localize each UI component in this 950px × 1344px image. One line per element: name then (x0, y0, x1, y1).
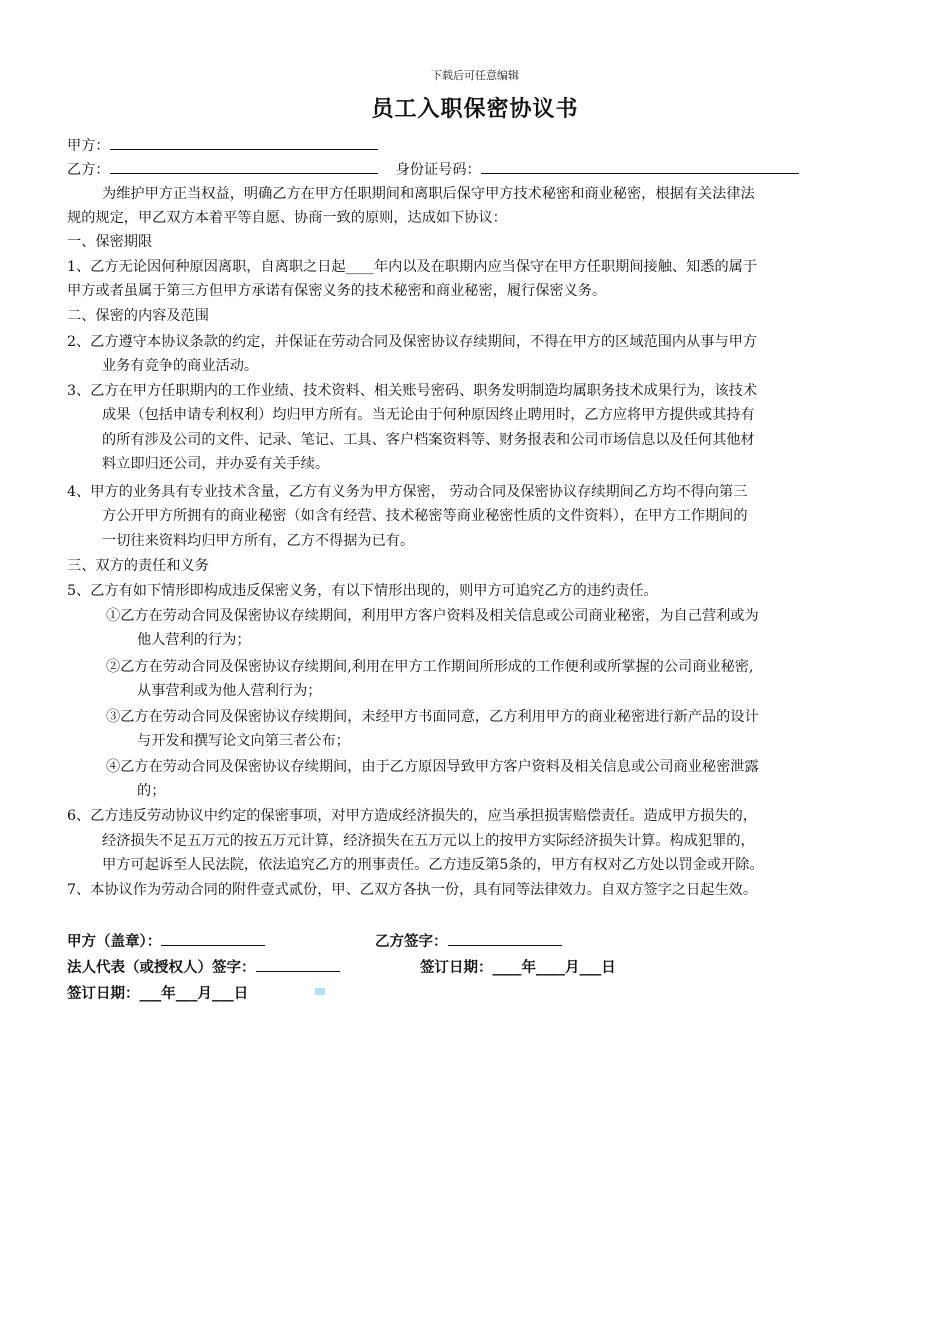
clause-5-line: 5、乙方有如下情形即构成违反保密义务，有以下情形出现的，则甲方可追究乙方的违约责任。 (67, 583, 658, 599)
clause-1-line: 1、乙方无论因何种原因离职，自离职之日起____年内以及在职期内应当保守在甲方任职期间接触、知悉的属于 (67, 259, 758, 275)
party-a-seal-label: 甲方（盖章）： (67, 933, 162, 950)
sign-date-a: 签订日期：___年___月___日 (67, 985, 249, 1002)
intro-line: 规的规定，甲乙双方本着平等自愿、协商一致的原则，达成如下协议： (67, 210, 507, 226)
id-label: 身份证号码： (395, 162, 481, 178)
section-heading: 一、保密期限 (67, 234, 153, 250)
clause-4-line: 4、甲方的业务具有专业技术含量，乙方有义务为甲方保密， 劳动合同及保密协议存续期间乙方均不得向第三 (67, 484, 748, 500)
party-a-seal-field[interactable] (161, 930, 265, 946)
clause-6-line: 6、乙方违反劳动协议中约定的保密事项，对甲方造成经济损失的，应当承担损害赔偿责任。造成甲方损失的， (67, 808, 758, 824)
section-heading: 二、保密的内容及范围 (67, 308, 209, 324)
clause-2-line: 业务有竞争的商业活动。 (102, 358, 259, 374)
clause-3-line: 料立即归还公司，并办妥有关手续。 (102, 456, 330, 472)
clause-7-line: 7、本协议作为劳动合同的附件壹式贰份，甲、乙双方各执一份，具有同等法律效力。自双方签字之日起生效。 (67, 882, 758, 898)
legal-rep-label: 法人代表（或授权人）签字： (67, 959, 256, 976)
clause-5-item: ②乙方在劳动合同及保密协议存续期间,利用在甲方工作期间所形成的工作便利或所掌握的公司商业秘密, (106, 659, 754, 675)
party-b-field[interactable] (110, 157, 378, 174)
clause-5-item: 他人营利的行为； (137, 632, 251, 648)
header-note: 下载后可任意编辑 (431, 69, 519, 82)
party-a-line (67, 133, 378, 158)
clause-5-item: 与开发和撰写论文向第三者公布； (137, 733, 350, 749)
sign-date-b: 签订日期：____年____月___日 (420, 959, 616, 976)
clause-3-line: 3、乙方在甲方任职期内的工作业绩、技术资料、相关账号密码、职务发明制造均属职务技术成果行为，该技术 (67, 383, 758, 399)
clause-4-line: 方公开甲方所拥有的商业秘密（如含有经营、技术秘密等商业秘密性质的文件资料），在甲方工作期间的 (102, 508, 748, 524)
party-b-line (67, 157, 799, 182)
party-a-label: 甲方： (67, 138, 110, 154)
party-a-field[interactable] (110, 133, 378, 150)
clause-6-line: 甲方可起诉至人民法院，依法追究乙方的刑事责任。乙方违反第5条的，甲方有权对乙方处以罚金或开除。 (102, 857, 764, 873)
clause-3-line: 的所有涉及公司的文件、记录、笔记、工具、客户档案资料等、财务报表和公司市场信息以及任何其他材 (102, 432, 755, 448)
clause-6-line: 经济损失不足五万元的按五万元计算，经济损失在五万元以上的按甲方实际经济损失计算。构成犯罪的， (102, 833, 755, 849)
clause-2-line: 2、乙方遵守本协议条款的约定，并保证在劳动合同及保密协议存续期间，不得在甲方的区域范围内从事与甲方 (67, 334, 758, 350)
clause-5-item: ③乙方在劳动合同及保密协议存续期间，未经甲方书面同意，乙方利用甲方的商业秘密进行新产品的设计 (106, 709, 759, 725)
highlight-mark (315, 988, 325, 995)
party-b-sign-label: 乙方签字： (375, 933, 448, 950)
page-title: 员工入职保密协议书 (371, 96, 579, 122)
clause-3-line: 成果（包括申请专利权利）均归甲方所有。当无论由于何种原因终止聘用时，乙方应将甲方提供或其持有 (102, 407, 755, 423)
clause-5-item: ④乙方在劳动合同及保密协议存续期间，由于乙方原因导致甲方客户资料及相关信息或公司商业秘密泄露 (106, 759, 759, 775)
clause-5-item: 的； (137, 783, 166, 799)
clause-1-line: 甲方或者虽属于第三方但甲方承诺有保密义务的技术秘密和商业秘密，履行保密义务。 (67, 283, 607, 299)
clause-5-item: 从事营利或为他人营利行为； (137, 683, 322, 699)
legal-rep-line (67, 956, 340, 977)
party-b-sign-field[interactable] (448, 930, 562, 946)
legal-rep-field[interactable] (256, 956, 340, 972)
party-b-sign-line (375, 930, 562, 951)
id-number-field[interactable] (481, 157, 799, 174)
party-b-label: 乙方： (67, 162, 110, 178)
clause-5-item: ①乙方在劳动合同及保密协议存续期间，利用甲方客户资料及相关信息或公司商业秘密，为自己营利或为 (106, 608, 759, 624)
section-heading: 三、双方的责任和义务 (67, 558, 209, 574)
clause-4-line: 一切往来资料均归甲方所有，乙方不得据为已有。 (102, 533, 415, 549)
intro-line: 为维护甲方正当权益，明确乙方在甲方任职期间和离职后保守甲方技术秘密和商业秘密，根据有关法律法 (102, 186, 755, 202)
party-a-seal-line (67, 930, 265, 951)
